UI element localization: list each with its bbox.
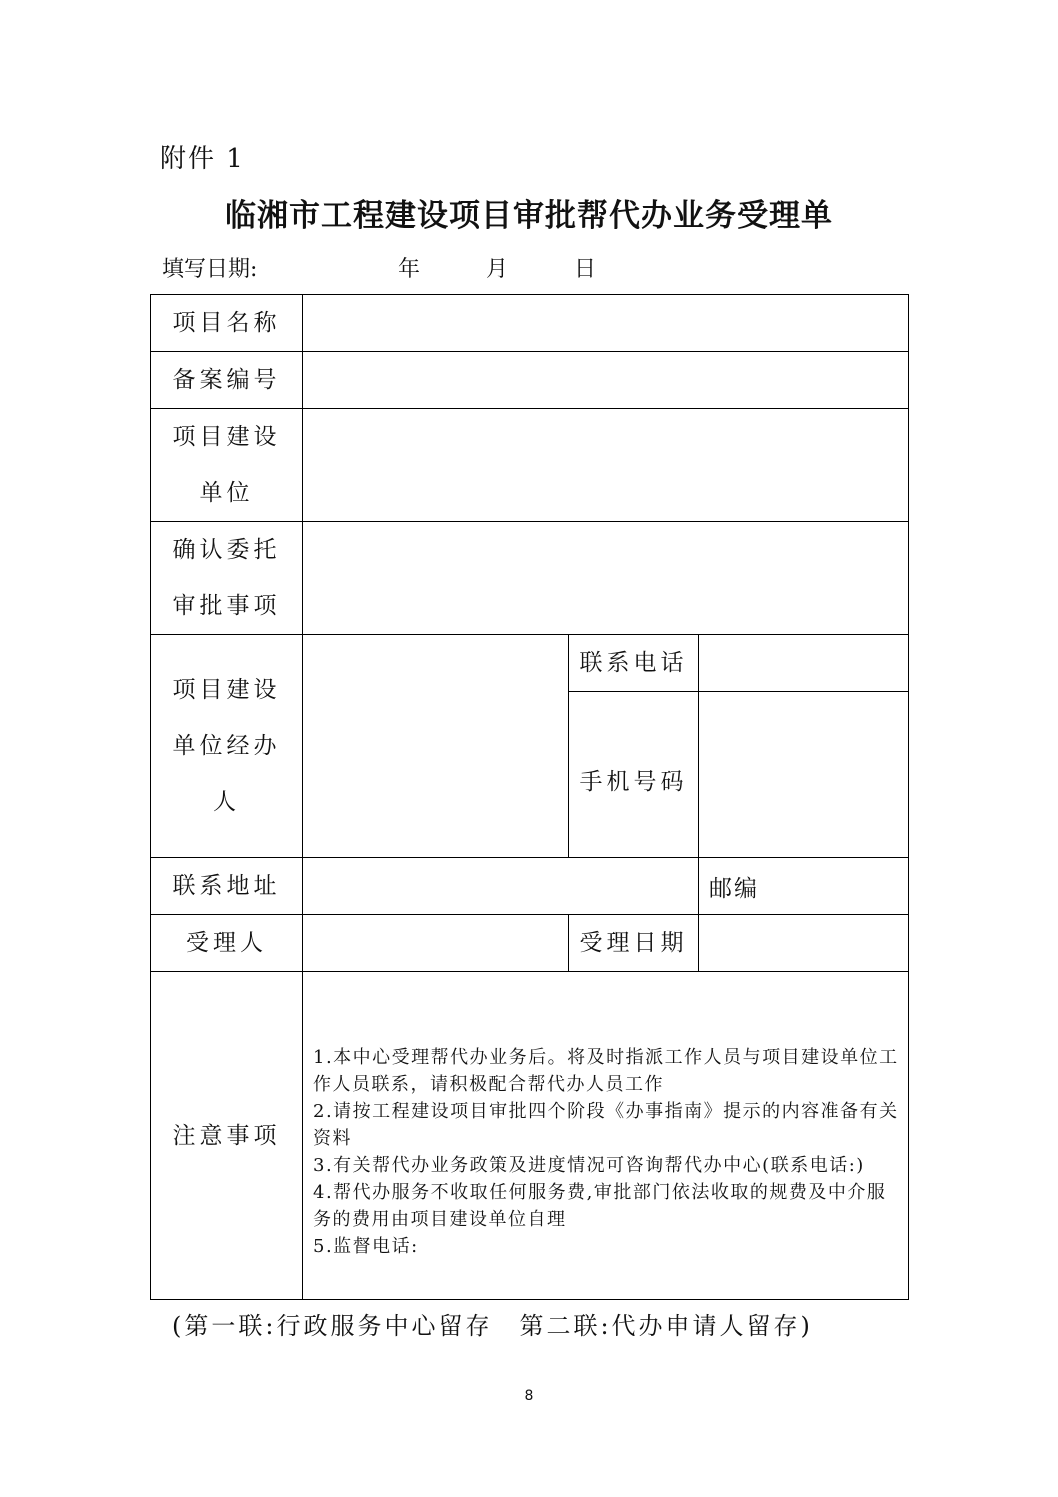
fill-date-label: 填写日期:: [162, 257, 258, 282]
notes-label: 注意事项: [151, 972, 303, 1300]
postcode-label: 邮编: [709, 875, 759, 902]
note-item: 4.帮代办服务不收取任何服务费,审批部门依法收取的规费及中介服务的费用由项目建设单位自理: [313, 1181, 887, 1230]
handler-label-line2: 单位经办: [172, 733, 281, 759]
mobile-field[interactable]: [699, 692, 909, 858]
construction-unit-label: [151, 409, 303, 522]
attachment-label: 附件 1: [160, 144, 245, 174]
address-field[interactable]: [303, 858, 699, 915]
receiver-field[interactable]: [303, 915, 569, 972]
fill-date-month: 月: [486, 257, 509, 282]
entrusted-items-field[interactable]: [303, 522, 909, 635]
contact-phone-label: 联系电话: [569, 635, 699, 692]
handler-field[interactable]: [303, 635, 569, 858]
handler-label-line1: 项目建设: [172, 677, 281, 703]
fill-date-year: 年: [398, 257, 421, 282]
receiver-label: 受理人: [151, 915, 303, 972]
record-number-label: 备案编号: [151, 352, 303, 409]
fill-date-day: 日: [574, 257, 597, 282]
notes-list: [303, 992, 908, 1280]
note-item: 3.有关帮代办业务政策及进度情况可咨询帮代办中心(联系电话:): [313, 1154, 865, 1176]
construction-unit-label-line2: 单位: [199, 480, 254, 506]
application-form: [150, 294, 909, 1300]
note-item: 2.请按工程建设项目审批四个阶段《办事指南》提示的内容准备有关资料: [313, 1100, 899, 1149]
note-item: 5.监督电话:: [313, 1235, 419, 1257]
postcode-cell[interactable]: [699, 858, 909, 915]
entrusted-items-label-line1: 确认委托: [172, 537, 281, 563]
construction-unit-label-line1: 项目建设: [172, 424, 281, 450]
handler-label: [151, 635, 303, 858]
construction-unit-field[interactable]: [303, 409, 909, 522]
project-name-label: 项目名称: [151, 295, 303, 352]
receive-date-field[interactable]: [699, 915, 909, 972]
page-number: 8: [524, 1388, 534, 1404]
note-item: 1.本中心受理帮代办业务后。将及时指派工作人员与项目建设单位工作人员联系，请积极配合帮代办人员工作: [313, 1046, 899, 1095]
record-number-field[interactable]: [303, 352, 909, 409]
copy-note-footer: (第一联:行政服务中心留存 第二联:代办申请人留存): [172, 1312, 813, 1340]
mobile-label: 手机号码: [569, 692, 699, 858]
handler-label-line3: 人: [213, 789, 240, 815]
entrusted-items-label: [151, 522, 303, 635]
address-label: 联系地址: [151, 858, 303, 915]
notes-cell: [303, 972, 909, 1300]
entrusted-items-label-line2: 审批事项: [172, 593, 281, 619]
project-name-field[interactable]: [303, 295, 909, 352]
contact-phone-field[interactable]: [699, 635, 909, 692]
receive-date-label: 受理日期: [569, 915, 699, 972]
page-title: 临湘市工程建设项目审批帮代办业务受理单: [225, 198, 833, 234]
